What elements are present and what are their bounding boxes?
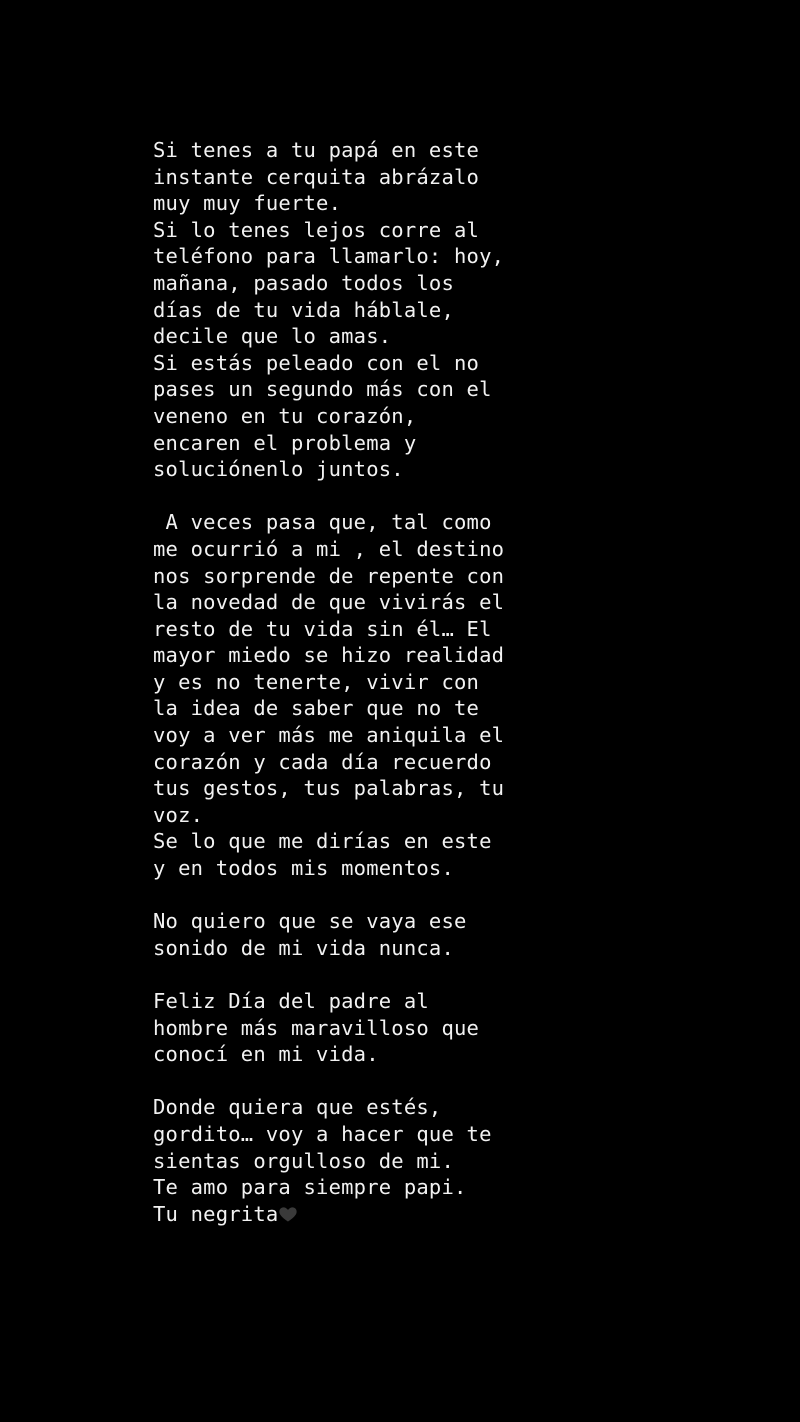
story-line: [153, 483, 773, 510]
story-line: sientas orgulloso de mi.: [153, 1148, 455, 1173]
story-line: Si tenes a tu papá en este: [153, 138, 480, 162]
story-line: decile que lo amas.: [153, 324, 392, 349]
story-line: la novedad de que vivirás el: [153, 590, 505, 615]
story-line: A veces pasa que, tal como: [153, 510, 492, 535]
story-line: teléfono para llamarlo: hoy,: [153, 244, 505, 269]
black-heart-icon: [278, 1204, 298, 1224]
story-line: Si lo tenes lejos corre al: [153, 217, 480, 242]
story-line: [153, 882, 773, 909]
story-line: pases un segundo más con el: [153, 377, 492, 402]
story-line: la idea de saber que no te: [153, 696, 480, 721]
story-line: tus gestos, tus palabras, tu: [153, 776, 505, 801]
story-line: sonido de mi vida nunca.: [153, 935, 455, 960]
story-line: Se lo que me dirías en este: [153, 829, 492, 854]
story-line: Feliz Día del padre al: [153, 989, 429, 1013]
story-line: mañana, pasado todos los: [153, 270, 455, 295]
story-line: y es no tenerte, vivir con: [153, 669, 480, 694]
story-line: Si estás peleado con el no: [153, 350, 480, 375]
story-line: mayor miedo se hizo realidad: [153, 643, 505, 668]
story-line: me ocurrió a mi , el destino: [153, 536, 505, 561]
story-text: [153, 137, 773, 1227]
story-line: instante cerquita abrázalo: [153, 164, 480, 189]
story-line: resto de tu vida sin él… El: [153, 616, 492, 641]
story-line: veneno en tu corazón,: [153, 403, 417, 428]
story-line: encaren el problema y: [153, 430, 417, 455]
story-line: voy a ver más me aniquila el: [153, 723, 505, 748]
story-line: hombre más maravilloso que: [153, 1015, 480, 1040]
story-line: Te amo para siempre papi.: [153, 1175, 467, 1200]
story-line: conocí en mi vida.: [153, 1042, 379, 1067]
story-line: voz.: [153, 802, 204, 827]
story-line: [153, 961, 773, 988]
story-line: y en todos mis momentos.: [153, 856, 455, 881]
story-line: muy muy fuerte.: [153, 191, 342, 216]
story-line: nos sorprende de repente con: [153, 563, 505, 588]
story-line: No quiero que se vaya ese: [153, 909, 467, 934]
story-line: soluciónenlo juntos.: [153, 457, 404, 482]
story-line: días de tu vida háblale,: [153, 297, 455, 322]
story-line: [153, 1068, 773, 1095]
story-line: Donde quiera que estés,: [153, 1095, 442, 1120]
story-line: gordito… voy a hacer que te: [153, 1121, 492, 1146]
story-line: corazón y cada día recuerdo: [153, 749, 492, 774]
story-line: Tu negrita: [153, 1201, 773, 1228]
